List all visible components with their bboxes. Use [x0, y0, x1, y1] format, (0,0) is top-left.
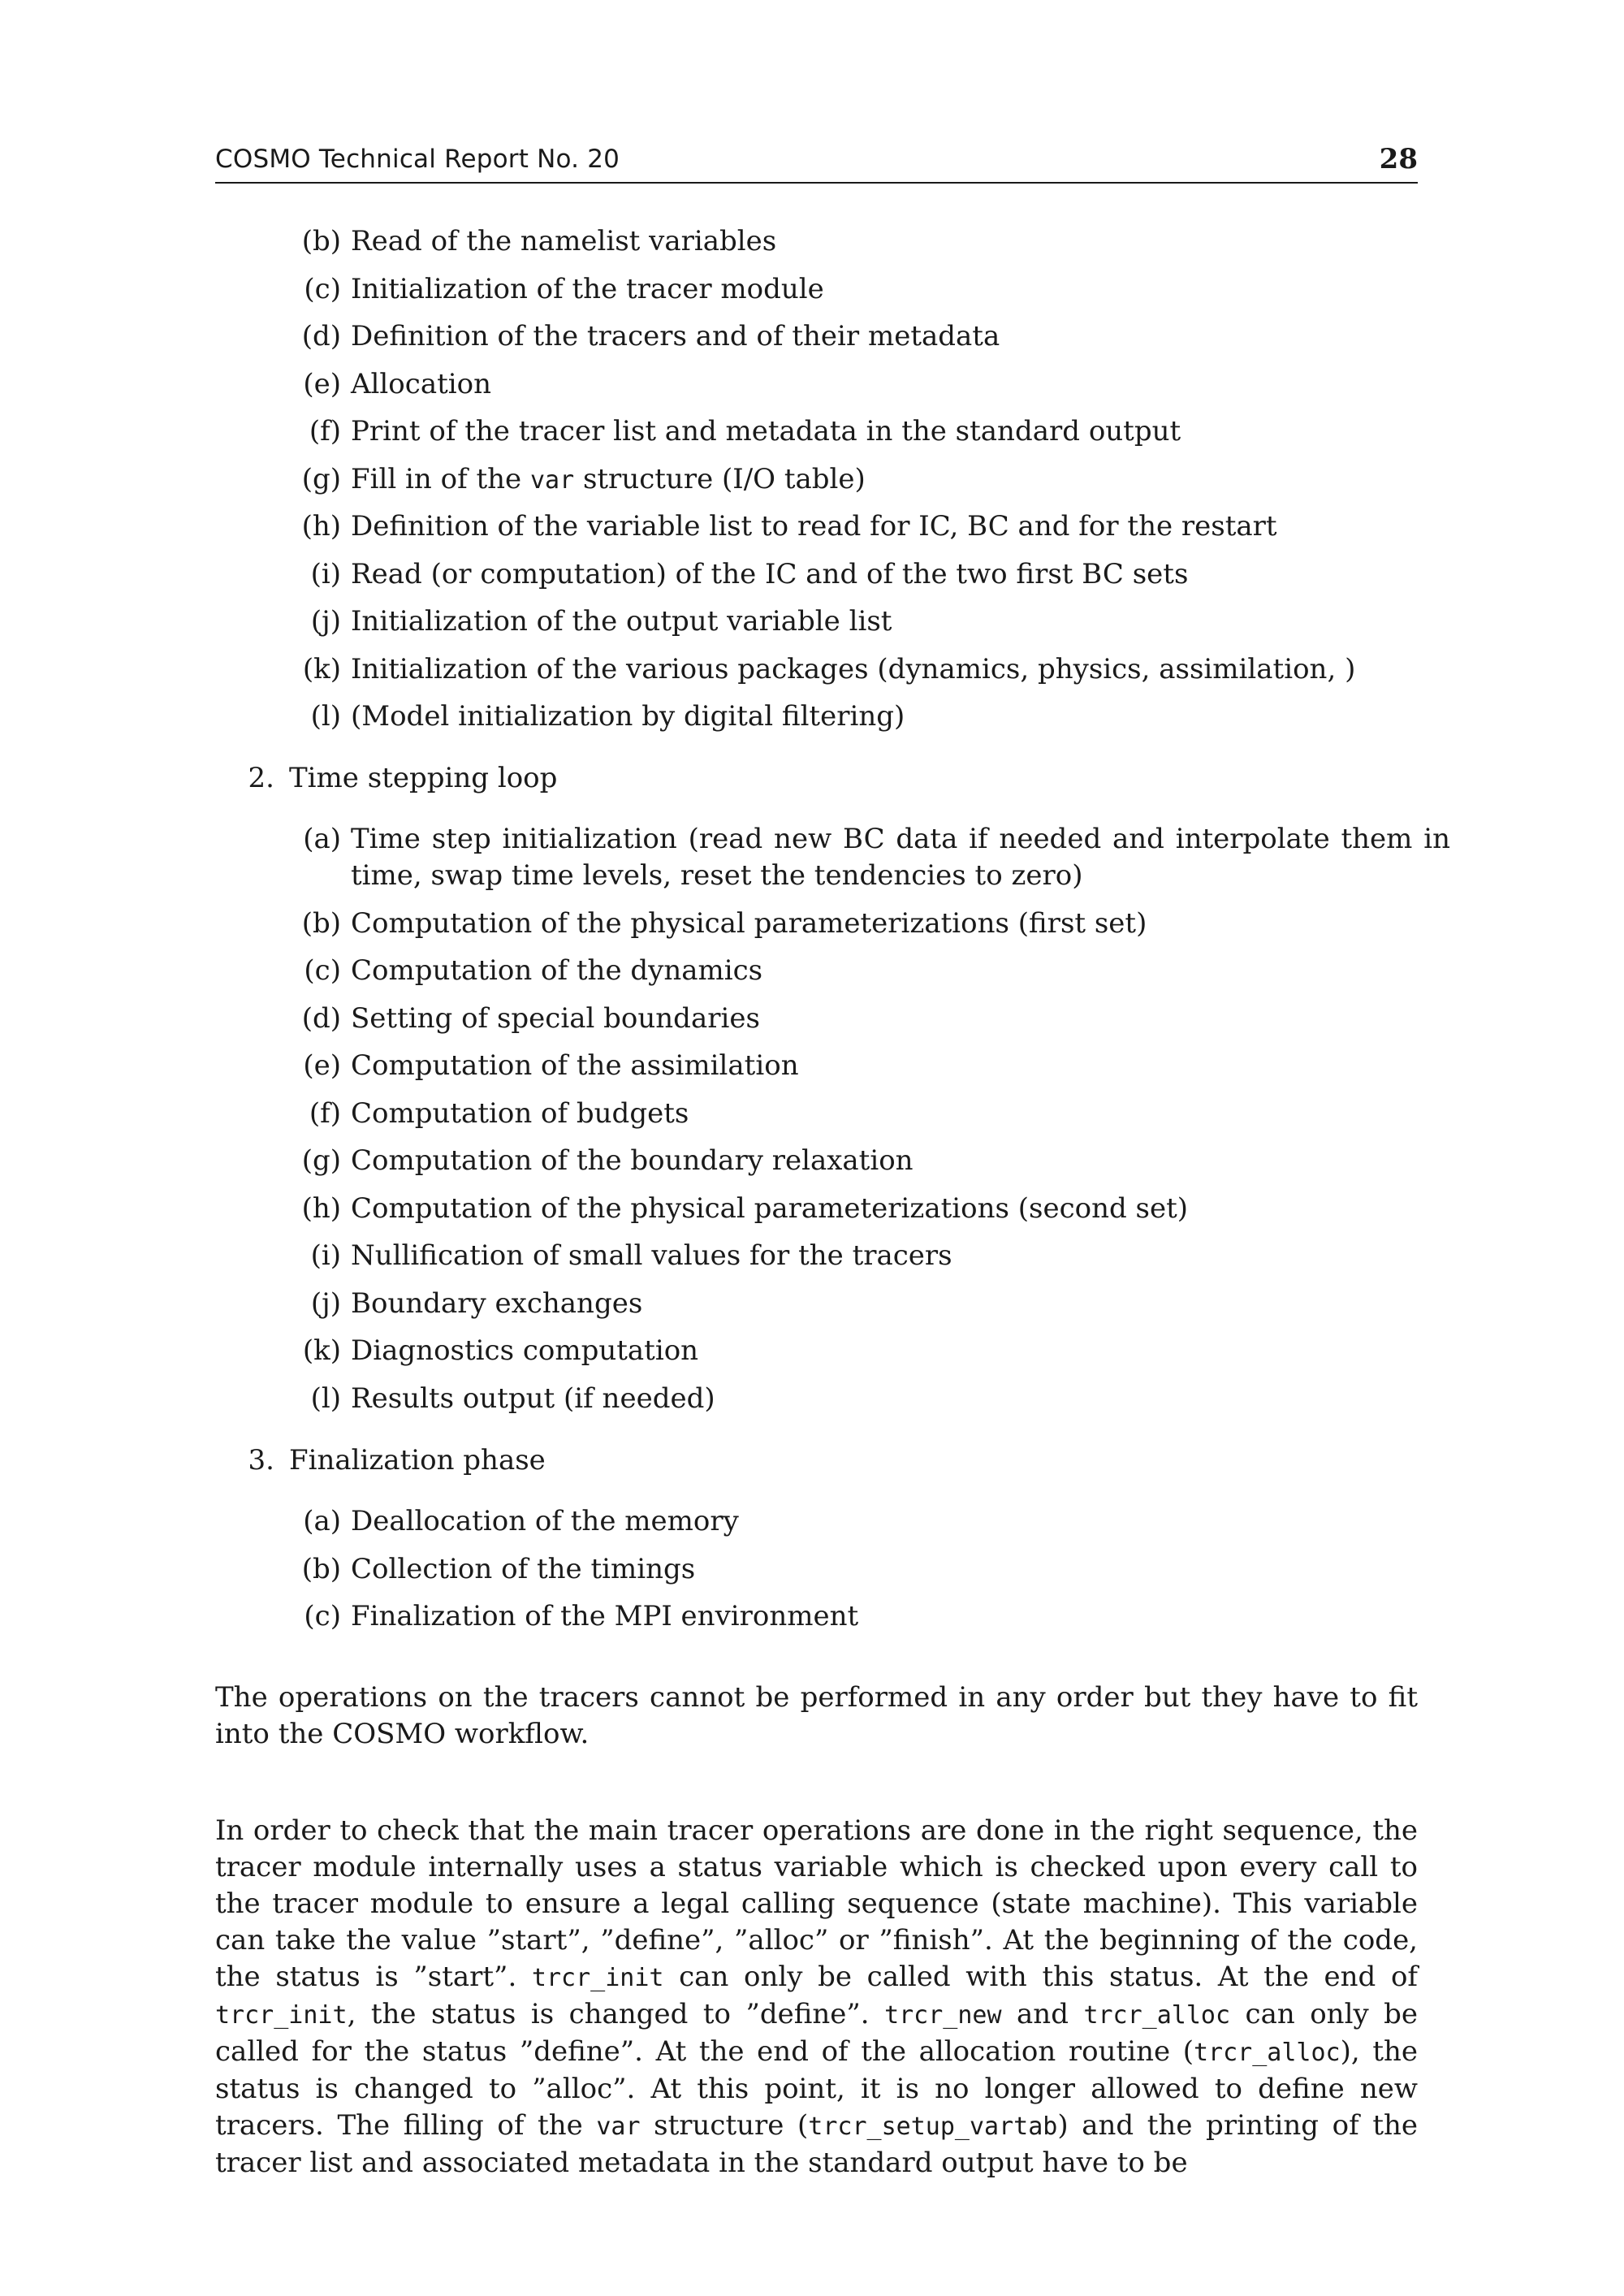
list-item-marker: (k) [302, 653, 341, 685]
list-item-text-before: Fill in of the [351, 463, 530, 495]
list-item-text: Read of the namelist variables [351, 225, 777, 257]
list-item-marker: (h) [301, 1192, 341, 1225]
list-item-text: Initialization of the various packages (dynamics, physics, assimilation, ) [351, 653, 1356, 685]
list-item-marker: (f) [309, 1097, 341, 1130]
list-item-text: Finalization of the MPI environment [351, 1600, 859, 1632]
list-item-marker: (a) [303, 1505, 341, 1537]
list-item-marker: (e) [303, 1049, 341, 1082]
list-item-text: Results output (if needed) [351, 1382, 715, 1415]
list-item-marker: (b) [301, 907, 341, 940]
list-item-marker: (j) [310, 605, 341, 638]
list-item-marker: (c) [304, 1600, 341, 1632]
report-title: COSMO Technical Report No. 20 [215, 145, 620, 174]
paragraph-text [215, 1813, 1418, 2181]
list-item-text: (Model initialization by digital filtering) [351, 700, 905, 733]
list-item-marker: (k) [302, 1334, 341, 1367]
section-marker: 2. [248, 762, 274, 794]
list-item-text: Initialization of the output variable list [351, 605, 892, 638]
list-item-text: Computation of the boundary relaxation [351, 1144, 914, 1177]
list-item-text: Time step initialization (read new BC data if needed and interpolate them in time, swap time levels, reset the tendencies to zero) [351, 823, 1450, 892]
text-run: In order to check that the main tracer operations are done in the right sequence, the tracer module internally uses a status variable which is checked upon every call to the tracer module to ensure a legal calling sequence (state machine). This variable can take the value ”start”, ”define”, ”alloc” or ”finish”. At the beginning of the code, the status is ”start”. [215, 1814, 1418, 1993]
inline-code: var [529, 466, 575, 495]
list-item-text-after: structure (I/O table) [574, 463, 866, 495]
list-item-text: Boundary exchanges [351, 1287, 643, 1320]
list-item-text: Read (or computation) of the IC and of the two first BC sets [351, 558, 1189, 590]
list-item-text: Computation of the dynamics [351, 954, 763, 987]
list-item-marker: (g) [301, 463, 341, 495]
list-item-text: Collection of the timings [351, 1553, 696, 1585]
list-item [297, 821, 1450, 894]
section-marker: 3. [248, 1444, 274, 1477]
paragraph-text: The operations on the tracers cannot be performed in any order but they have to fit into the COSMO workflow. [215, 1681, 1418, 1750]
inline-code: var [596, 2112, 641, 2141]
list-item-marker: (h) [301, 510, 341, 543]
text-run: structure ( [640, 2109, 809, 2142]
list-item-marker: (c) [304, 273, 341, 305]
list-item-text: Allocation [351, 368, 491, 400]
list-item-text: Setting of special boundaries [351, 1002, 760, 1035]
paragraph-workflow [215, 1680, 1418, 1753]
page-number: 28 [1379, 143, 1418, 175]
list-item-text: Computation of the physical parameterizations (second set) [351, 1192, 1189, 1225]
list-item-marker: (a) [303, 823, 341, 855]
inline-code: trcr_init [531, 1964, 664, 1992]
list-item-marker: (j) [310, 1287, 341, 1320]
list-item-text: Computation of budgets [351, 1097, 689, 1130]
list-item-marker: (i) [310, 1239, 341, 1272]
inline-code: trcr_init [215, 2001, 348, 2030]
text-run: can only be called with this status. At the end of [663, 1961, 1418, 1993]
list-item-marker: (b) [301, 225, 341, 257]
inline-code: trcr_alloc [1194, 2039, 1341, 2067]
inline-code: trcr_alloc [1083, 2001, 1231, 2030]
list-item-text [351, 461, 866, 499]
page-header [215, 143, 1418, 184]
list-item-marker: (d) [301, 1002, 341, 1035]
list-item-marker: (b) [301, 1553, 341, 1585]
list-item-text: Diagnostics computation [351, 1334, 699, 1367]
list-item-text: Print of the tracer list and metadata in the standard output [351, 415, 1181, 448]
list-item-text: Definition of the variable list to read for IC, BC and for the restart [351, 510, 1277, 543]
text-run: ), the status is changed to ”alloc”. At this point, it is no longer allowed to define new tracers. The filling of the [215, 2035, 1419, 2142]
text-run: and [1001, 1998, 1084, 2030]
text-run: , the status is changed to ”define”. [347, 1998, 885, 2030]
inline-code: trcr_setup_vartab [808, 2112, 1058, 2141]
section-title: Time stepping loop [289, 762, 558, 794]
list-item-marker: (e) [303, 368, 341, 400]
list-item-marker: (i) [310, 558, 341, 590]
list-item-marker: (l) [310, 700, 341, 733]
text-run: can only be called for the status ”define”. At the end of the allocation routine ( [215, 1998, 1418, 2068]
inline-code: trcr_new [884, 2001, 1002, 2030]
list-item-marker: (g) [301, 1144, 341, 1177]
paragraph-state-machine [215, 1813, 1418, 2181]
list-item-marker: (l) [310, 1382, 341, 1415]
list-item-text: Nullification of small values for the tracers [351, 1239, 952, 1272]
text-run: ) and the printing of the tracer list and associated metadata in the standard output have to be [215, 2109, 1419, 2179]
section-title: Finalization phase [289, 1444, 546, 1477]
list-item-text: Definition of the tracers and of their metadata [351, 320, 1000, 352]
list-item-marker: (f) [309, 415, 341, 448]
list-item-text: Initialization of the tracer module [351, 273, 824, 305]
list-item-marker: (d) [301, 320, 341, 352]
list-item-marker: (c) [304, 954, 341, 987]
list-item-text: Deallocation of the memory [351, 1505, 739, 1537]
list-item-text: Computation of the physical parameterizations (first set) [351, 907, 1147, 940]
list-item-text: Computation of the assimilation [351, 1049, 799, 1082]
